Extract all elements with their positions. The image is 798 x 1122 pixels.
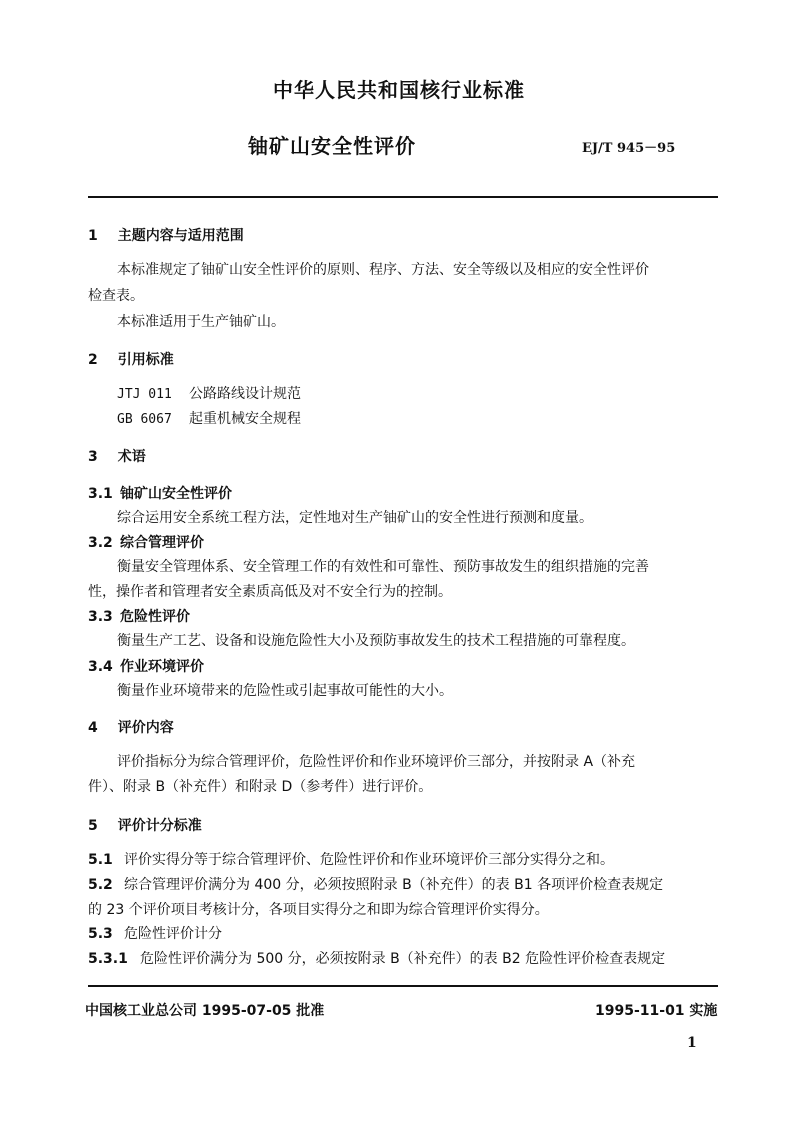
paragraph-line: 的 23 个评价项目考核计分，各项目实得分之和即为综合管理评价实得分。	[88, 902, 549, 918]
reference-code: GB 6067	[117, 412, 172, 427]
footer-divider	[88, 985, 718, 987]
reference-title: 起重机械安全规程	[189, 411, 301, 427]
term-heading	[88, 656, 204, 676]
clause-text: 危险性评价计分	[124, 926, 222, 942]
section-4-heading	[88, 717, 174, 737]
section-number: 4	[88, 720, 98, 736]
clause-number: 5.3.1	[88, 951, 128, 967]
term-definition: 衡量生产工艺、设备和设施危险性大小及预防事故发生的技术工程措施的可靠程度。	[117, 633, 635, 649]
clause-number: 5.2	[88, 877, 113, 893]
page-number: 1	[687, 1035, 697, 1051]
clause-number: 5.3	[88, 926, 113, 942]
term-definition: 衡量作业环境带来的危险性或引起事故可能性的大小。	[117, 683, 453, 699]
section-number: 2	[88, 352, 98, 368]
term-definition: 综合运用安全系统工程方法，定性地对生产铀矿山的安全性进行预测和度量。	[117, 510, 593, 526]
term-definition: 性，操作者和管理者安全素质高低及对不安全行为的控制。	[88, 584, 452, 600]
standard-category-title: 中华人民共和国核行业标准	[273, 78, 525, 102]
reference-item	[117, 384, 301, 405]
section-5-heading	[88, 815, 202, 835]
term-definition: 衡量安全管理体系、安全管理工作的有效性和可靠性、预防事故发生的组织措施的完善	[117, 559, 649, 575]
clause-text: 评价实得分等于综合管理评价、危险性评价和作业环境评价三部分实得分之和。	[124, 852, 614, 868]
term-heading	[88, 483, 232, 503]
section-title: 评价内容	[117, 720, 174, 736]
document-title: 铀矿山安全性评价	[248, 134, 416, 158]
paragraph-line: 本标准适用于生产铀矿山。	[117, 314, 285, 330]
section-2-heading	[88, 349, 174, 369]
paragraph-line: 件）、附录 B（补充件）和附录 D（参考件）进行评价。	[88, 779, 433, 795]
section-title: 评价计分标准	[117, 818, 202, 834]
clause-text: 危险性评价满分为 500 分，必须按附录 B（补充件）的表 B2 危险性评价检查表规定	[140, 951, 666, 967]
section-title: 引用标准	[117, 352, 174, 368]
reference-item	[117, 409, 301, 430]
section-title: 主题内容与适用范围	[117, 228, 244, 244]
term-name: 综合管理评价	[120, 535, 204, 551]
section-number: 1	[88, 228, 98, 244]
clause-text: 综合管理评价满分为 400 分，必须按照附录 B（补充件）的表 B1 各项评价检查表规定	[124, 877, 664, 893]
paragraph-line: 评价指标分为综合管理评价，危险性评价和作业环境评价三部分，并按附录 A（补充	[117, 754, 636, 770]
term-number: 3.2	[88, 535, 113, 551]
section-number: 3	[88, 449, 98, 465]
term-name: 作业环境评价	[120, 659, 204, 675]
reference-title: 公路路线设计规范	[189, 386, 301, 402]
section-1-heading	[88, 225, 244, 245]
term-name: 危险性评价	[120, 609, 190, 625]
section-3-heading	[88, 446, 146, 466]
section-title: 术语	[117, 449, 146, 465]
clause-number: 5.1	[88, 852, 113, 868]
section-number: 5	[88, 818, 98, 834]
paragraph-line: 本标准规定了铀矿山安全性评价的原则、程序、方法、安全等级以及相应的安全性评价	[117, 262, 649, 278]
effective-date: 1995-11-01 实施	[595, 1003, 718, 1019]
document-code: EJ/T 945－95	[582, 141, 676, 156]
term-number: 3.3	[88, 609, 113, 625]
clause-5-2	[88, 875, 663, 895]
term-heading	[88, 532, 204, 552]
term-heading	[88, 606, 190, 626]
clause-5-1	[88, 850, 614, 870]
term-number: 3.4	[88, 659, 113, 675]
header-divider	[88, 196, 718, 198]
paragraph-line: 检查表。	[88, 288, 144, 304]
clause-5-3-1	[88, 949, 665, 969]
approval-line: 中国核工业总公司 1995-07-05 批准	[85, 1003, 325, 1019]
reference-code: JTJ 011	[117, 387, 172, 402]
term-name: 铀矿山安全性评价	[120, 486, 232, 502]
term-number: 3.1	[88, 486, 113, 502]
clause-5-3	[88, 924, 222, 944]
